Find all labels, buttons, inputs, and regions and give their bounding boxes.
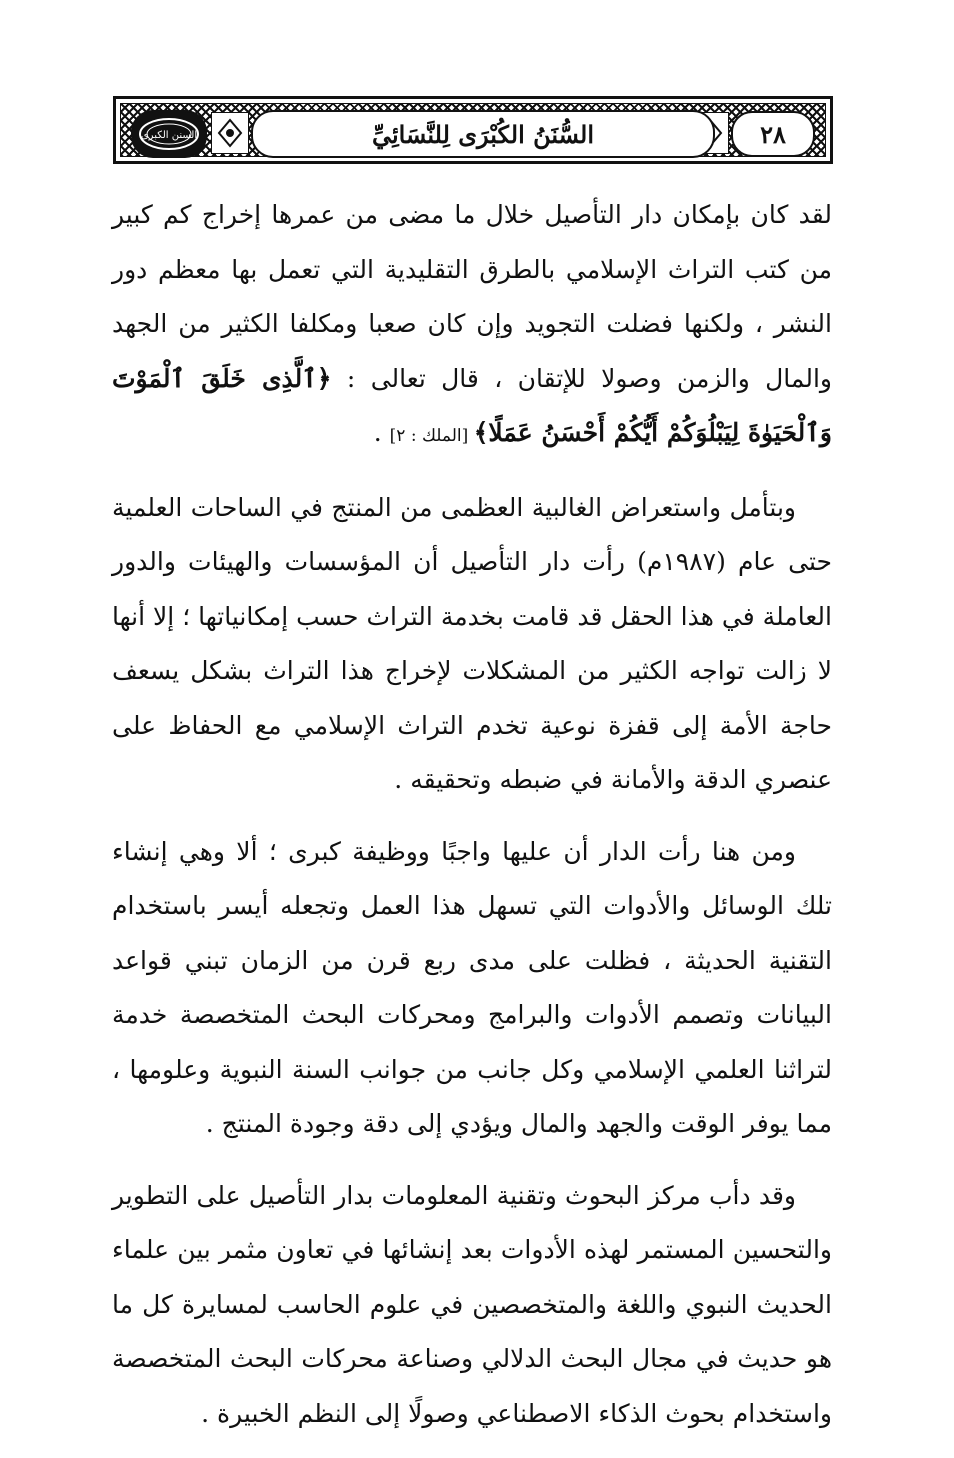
paragraph-mission: [112, 825, 832, 1152]
paragraph-text: وقد دأب مركز البحوث وتقنية المعلومات بدار التأصيل على التطوير والتحسين المستمر لهذه الأدوات بعد إنشائها في تعاون مثمر بين علماء الحديث النبوي واللغة والمتخصصين في علوم الحاسب لمسايرة كل ما هو حديث في مجال البحث الدلالي وصناعة محركات البحث المتخصصة واستخدام بحوث الذكاء الاصطناعي وصولًا إلى النظم الخبيرة .: [112, 1180, 832, 1428]
ornament-icon: [211, 112, 249, 154]
paragraph-text: وبتأمل واستعراض الغالبية العظمى من المنتج في الساحات العلمية حتى عام (١٩٨٧م) رأت دار التأصيل أن المؤسسات والهيئات والدور العاملة في هذا الحقل قد قامت بخدمة التراث حسب إمكانياتها ؛ إلا أنها لا زالت تواجه الكثير من المشكلات لإخراج هذا التراث بشكل يسعف حاجة الأمة إلى قفزة نوعية تخدم التراث الإسلامي مع الحفاظ على عنصري الدقة والأمانة في ضبطه وتحقيقه .: [112, 492, 832, 794]
paragraph-research-center: [112, 1169, 832, 1442]
paragraph-text: ومن هنا رأت الدار أن عليها واجبًا ووظيفة كبرى ؛ ألا وهي إنشاء تلك الوسائل والأدوات التي تسهل هذا العمل وتجعله أيسر باستخدام التقنية الحديثة ، فظلت على مدى ربع قرن من الزمان تبني قواعد البيانات وتصمم الأدوات والبرامج ومحركات البحث المتخصصة خدمة لتراثنا العلمي الإسلامي وكل جانب من جوانب السنة النبوية وعلومها ، مما يوفر الوقت والجهد والمال ويؤدي إلى دقة وجودة المنتج .: [112, 836, 832, 1138]
calligraphy-emblem-icon: [137, 116, 201, 152]
page-number: ٢٨: [731, 111, 815, 157]
quran-open-bracket: ﴿: [316, 363, 332, 393]
page-header: [113, 96, 833, 164]
header-ornament-border: [120, 103, 826, 157]
quran-verse: ٱلَّذِى خَلَقَ ٱلْمَوْتَ وَٱلْحَيَوٰةَ لِيَبْلُوَكُمْ أَيُّكُمْ أَحْسَنُ عَمَلًا: [112, 363, 832, 447]
paragraph-intro: [112, 188, 832, 464]
book-title: السُّنَنُ الكُبْرَى لِلنَّسَائِيِّ: [251, 110, 715, 158]
page-body: [112, 188, 832, 1458]
floral-ornament-icon: [217, 118, 243, 148]
book-emblem: [131, 110, 207, 158]
verse-reference: [الملك : ٢]: [389, 426, 474, 446]
paragraph-review: [112, 481, 832, 808]
paragraph-end: .: [373, 418, 390, 447]
emblem-text: السنن الكبرى: [140, 130, 198, 141]
paragraph-text: لقد كان بإمكان دار التأصيل خلال ما مضى من عمرها إخراج كم كبير من كتب التراث الإسلامي بالطرق التقليدية التي تعمل بها معظم دور النشر ، ولكنها فضلت التجويد وإن كان صعبا ومكلفا الكثير من الجهد والمال والزمن وصولا للإتقان ، قال تعالى :: [112, 200, 832, 393]
quran-close-bracket: ﴾: [473, 418, 489, 447]
